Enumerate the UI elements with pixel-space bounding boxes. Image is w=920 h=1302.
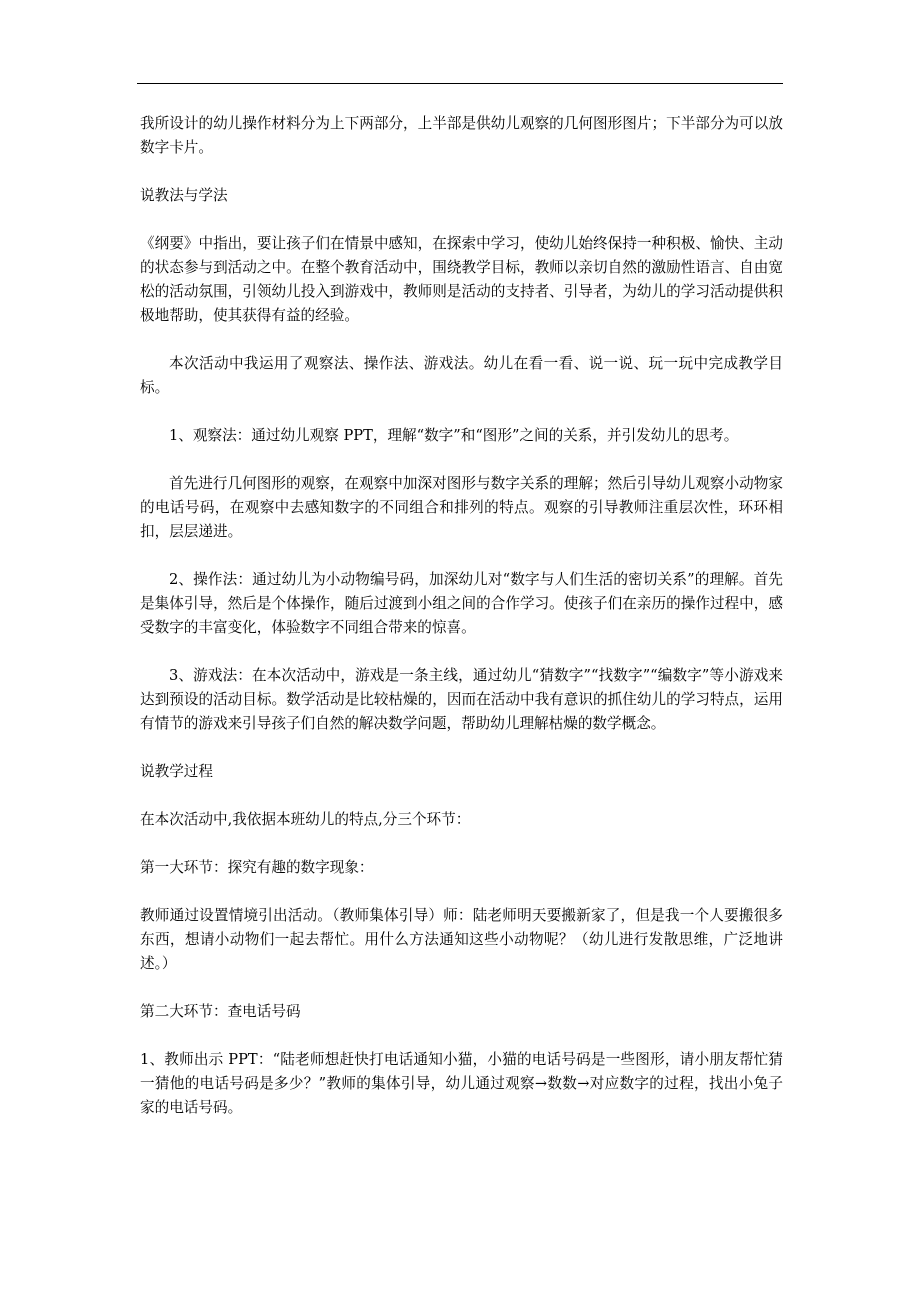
paragraph-materials: 我所设计的幼儿操作材料分为上下两部分，上半部是供幼儿观察的几何图形图片；下半部分为可以放数字卡片。 [140, 115, 783, 156]
paragraph-process-intro: 在本次活动中,我依据本班幼儿的特点,分三个环节： [140, 811, 471, 828]
section-heading-process: 说教学过程 [140, 763, 213, 780]
section-heading-methods: 说教法与学法 [140, 187, 228, 204]
paragraph-outline-quote: 《纲要》中指出，要让孩子们在情景中感知，在探索中学习，使幼儿始终保持一种积极、愉快、主动的状态参与到活动之中。在整个教育活动中，围绕教学目标，教师以亲切自然的激励性语言、自由宽松的活动氛围，引领幼儿投入到游戏中，教师则是活动的支持者、引导者，为幼儿的学习活动提供积极地帮助，使其获得有益的经验。 [140, 235, 783, 324]
header-rule [137, 83, 783, 84]
paragraph-observation-method: 1、观察法：通过幼儿观察 PPT，理解“数字”和“图形”之间的关系，并引发幼儿的思考。 [169, 427, 739, 444]
paragraph-methods-summary: 本次活动中我运用了观察法、操作法、游戏法。幼儿在看一看、说一说、玩一玩中完成教学目标。 [140, 355, 783, 396]
paragraph-stage-one: 教师通过设置情境引出活动。（教师集体引导）师：陆老师明天要搬新家了，但是我一个人要搬很多东西，想请小动物们一起去帮忙。用什么方法通知这些小动物呢？（幼儿进行发散思维，广泛地讲述。） [140, 907, 783, 972]
paragraph-observation-detail: 首先进行几何图形的观察，在观察中加深对图形与数字关系的理解；然后引导幼儿观察小动物家的电话号码，在观察中去感知数字的不同组合和排列的特点。观察的引导教师注重层次性，环环相扣，层层递进。 [140, 475, 783, 540]
stage-one-heading: 第一大环节：探究有趣的数字现象： [140, 859, 374, 876]
document-body [140, 112, 783, 1144]
paragraph-operation-method: 2、操作法：通过幼儿为小动物编号码，加深幼儿对“数字与人们生活的密切关系”的理解。首先是集体引导，然后是个体操作，随后过渡到小组之间的合作学习。使孩子们在亲历的操作过程中，感受数字的丰富变化，体验数字不同组合带来的惊喜。 [140, 571, 783, 636]
stage-two-heading: 第二大环节：查电话号码 [140, 1003, 301, 1020]
paragraph-stage-two: 1、教师出示 PPT：“陆老师想赶快打电话通知小猫，小猫的电话号码是一些图形，请小朋友帮忙猜一猜他的电话号码是多少？”教师的集体引导，幼儿通过观察→数数→对应数字的过程，找出小兔子家的电话号码。 [140, 1051, 783, 1116]
paragraph-game-method: 3、游戏法：在本次活动中，游戏是一条主线，通过幼儿“猜数字”“找数字”“编数字”等小游戏来达到预设的活动目标。数学活动是比较枯燥的，因而在活动中我有意识的抓住幼儿的学习特点，运用有情节的游戏来引导孩子们自然的解决数学问题，帮助幼儿理解枯燥的数学概念。 [140, 667, 783, 732]
